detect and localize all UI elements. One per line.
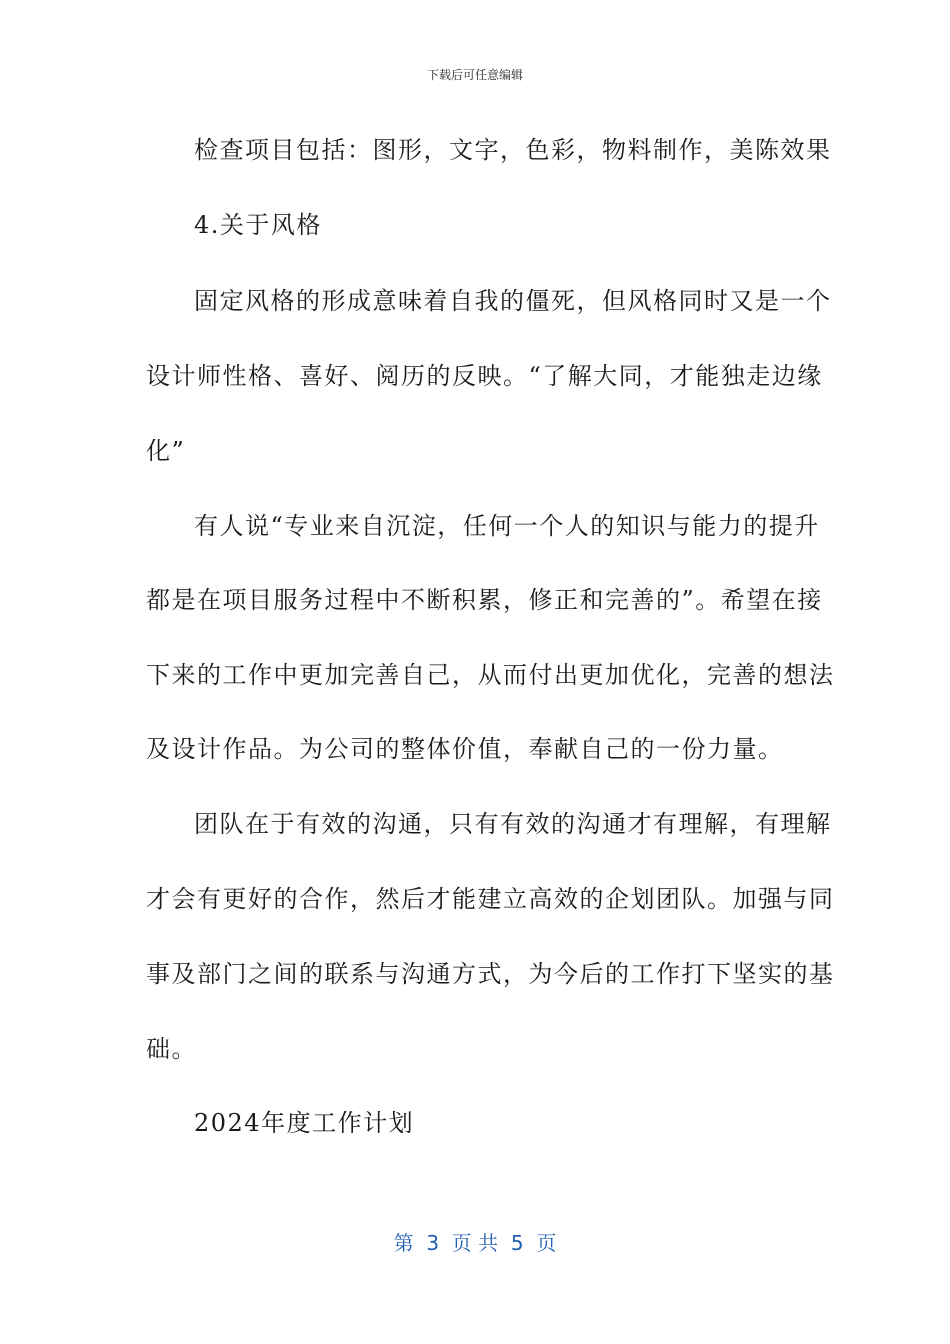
- section-heading: 2024年度工作计划: [194, 1109, 415, 1137]
- text-line: 都是在项目服务过程中不断积累，修正和完善的”。希望在接: [146, 586, 823, 614]
- text-line: 有人说“专业来自沉淀，任何一个人的知识与能力的提升: [194, 512, 820, 540]
- text-line: 化”: [146, 437, 186, 465]
- text-line: 础。: [146, 1035, 197, 1063]
- text-line: 团队在于有效的沟通，只有有效的沟通才有理解，有理解: [194, 810, 832, 838]
- text-line: 才会有更好的合作，然后才能建立高效的企划团队。加强与同: [146, 885, 835, 913]
- text-line: 及设计作品。为公司的整体价值，奉献自己的一份力量。: [146, 735, 784, 763]
- text-line: 设计师性格、喜好、阅历的反映。“了解大同，才能独走边缘: [146, 362, 823, 390]
- page-header: 下载后可任意编辑: [426, 68, 523, 82]
- text-line: 下来的工作中更加完善自己，从而付出更加优化，完善的想法: [146, 661, 835, 689]
- text-line: 事及部门之间的联系与沟通方式，为今后的工作打下坚实的基: [146, 960, 835, 988]
- section-heading: 4.关于风格: [194, 211, 322, 239]
- page-number-footer: 第 3 页 共 5 页: [393, 1231, 557, 1255]
- text-line: 固定风格的形成意味着自我的僵死，但风格同时又是一个: [194, 287, 832, 315]
- text-line: 检查项目包括：图形，文字，色彩，物料制作，美陈效果: [194, 136, 832, 164]
